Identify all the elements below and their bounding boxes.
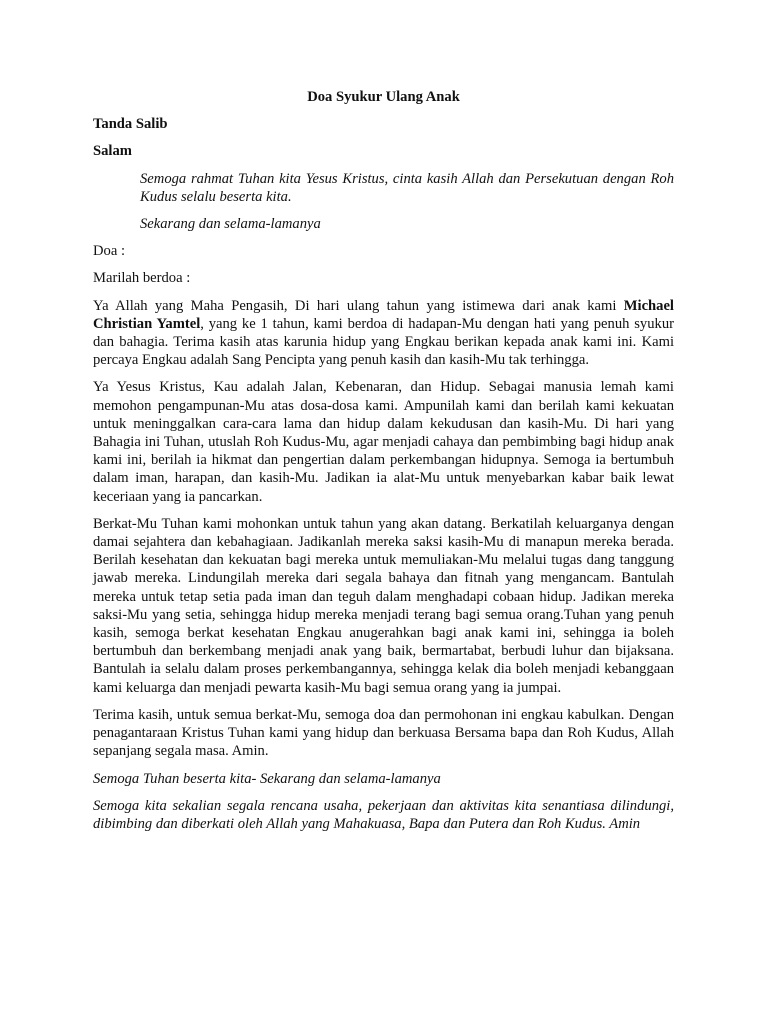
invitation-text: Marilah berdoa : [93, 270, 191, 287]
prayer-paragraph-3: Berkat-Mu Tuhan kami mohonkan untuk tahun yang akan datang. Berkatilah keluarganya dengan damai sejahtera dan kebahagiaan. Jadikanlah mereka saksi kasih-Mu di manapun mereka berada. Berilah kesehatan dan kekuatan bagi mereka untuk memuliakan-Mu melalui tugas dang tanggung jawab mereka. Lindungilah mereka dari segala bahaya dan fitnah yang mengancam. Bantulah mereka untuk tetap setia pada iman dan teguh dalam menghadapi cobaan hidup. Jadikan mereka saksi-Mu yang setia, sehingga hidup mereka menjadi terang bagi semua orang.Tuhan yang penuh kasih, semoga berkat kesehatan Engkau anugerahkan bagi anak kami ini, sehingga ia boleh bertumbuh dan berkembang menjadi anak yang baik, bermartabat, berbudi luhur dan bijaksana. Bantulah ia selalu dalam proses perkembangannya, sehingga kelak dia boleh menjadi kebanggaan kami keluarga dan menjadi pewarta kasih-Mu bagi semua orang yang ia jumpai. [93, 515, 674, 696]
document-title: Doa Syukur Ulang Anak [307, 89, 460, 105]
prayer-paragraph-2: Ya Yesus Kristus, Kau adalah Jalan, Kebenaran, dan Hidup. Sebagai manusia lemah kami memohon pengampunan-Mu atas dosa-dosa kami. Ampunilah kami dan berilah kami kekuatan untuk meninggalkan cara-cara lama dan hidup dalam kekudusan dan kasih-Mu. Di hari yang Bahagia ini Tuhan, utuslah Roh Kudus-Mu, agar menjadi cahaya dan pembimbing bagi hidup anak kami ini, berilah ia hikmat dan pengertian dalam perkembangan hidupnya. Semoga ia bertumbuh dalam iman, harapan, dan kasih-Mu. Jadikan ia alat-Mu untuk menyebarkan kabar baik lewat keceriaan yang ia pancarkan. [93, 379, 674, 505]
prayer-paragraph-4: Terima kasih, untuk semua berkat-Mu, semoga doa dan permohonan ini engkau kabulkan. Dengan penagantaraan Kristus Tuhan kami yang hidup dan berkuasa Bersama bapa dan Roh Kudus, Allah sepanjang segala masa. Amin. [93, 706, 674, 760]
child-name: Michael Christian Yamtel [93, 297, 674, 332]
closing-final: Semoga kita sekalian segala rencana usaha, pekerjaan dan aktivitas kita senantiasa dilindungi, dibimbing dan diberkati oleh Allah yang Mahakuasa, Bapa dan Putera dan Roh Kudus. Amin [93, 797, 674, 832]
greeting-text: Semoga rahmat Tuhan kita Yesus Kristus, cinta kasih Allah dan Persekutuan dengan Roh Kudus selalu beserta kita. [140, 170, 674, 205]
prayer-paragraph-1-rest: , yang ke 1 tahun, kami berdoa di hadapan-Mu dengan hati yang penuh syukur dan bahagia. Terima kasih atas karunia hidup yang Engkau berikan kepada anak kami ini. Kami percaya Engkau adalah Sang Pencipta yang penuh kasih dan kasih-Mu tak terhingga. [93, 315, 674, 369]
prayer-paragraph-1 [93, 297, 674, 370]
heading-tanda-salib: Tanda Salib [93, 116, 168, 133]
document-page [93, 88, 674, 842]
heading-salam: Salam [93, 143, 132, 160]
doa-label: Doa : [93, 243, 126, 260]
greeting-response: Sekarang dan selama-lamanya [140, 216, 321, 233]
prayer-paragraph-1-lead: Ya Allah yang Maha Pengasih, Di hari ulang tahun yang istimewa dari anak kami [93, 297, 624, 314]
closing-blessing: Semoga Tuhan beserta kita- Sekarang dan selama-lamanya [93, 770, 441, 787]
